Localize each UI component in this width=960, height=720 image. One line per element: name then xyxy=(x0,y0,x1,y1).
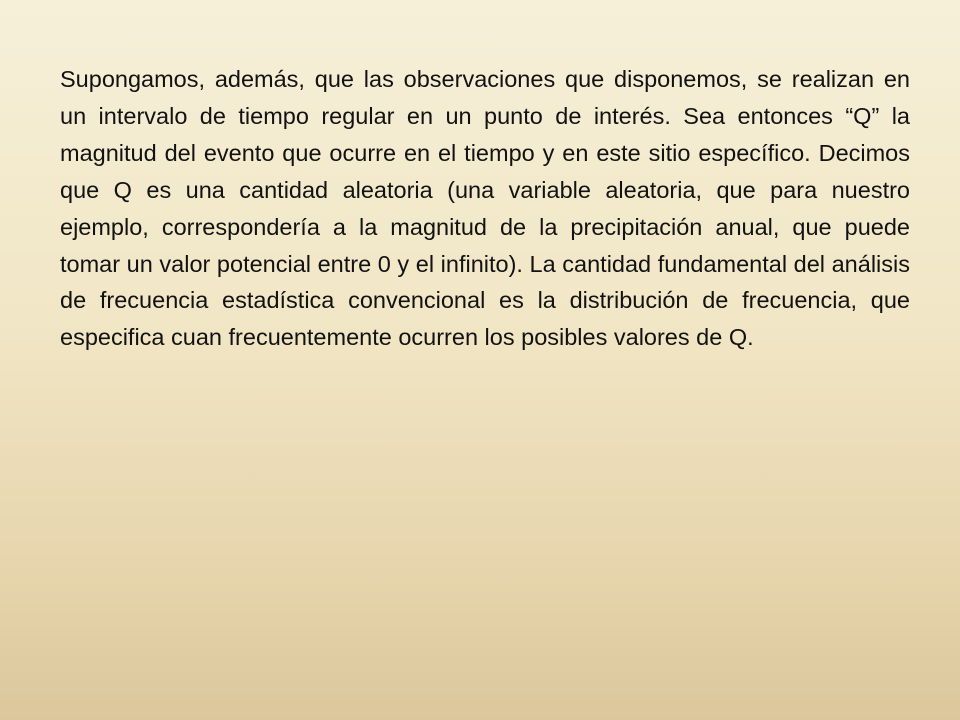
slide-body-text: Supongamos, además, que las observaciones que disponemos, se realizan en un intervalo de tiempo regular en un punto de interés. Sea entonces “Q” la magnitud del evento que ocurre en el tiempo y en este sitio específico. Decimos que Q es una cantidad aleatoria (una variable aleatoria, que para nuestro ejemplo, correspondería a la magnitud de la precipitación anual, que puede tomar un valor potencial entre 0 y el infinito). La cantidad fundamental del análisis de frecuencia estadística convencional es la distribución de frecuencia, que especifica cuan frecuentemente ocurren los posibles valores de Q. xyxy=(60,66,910,351)
